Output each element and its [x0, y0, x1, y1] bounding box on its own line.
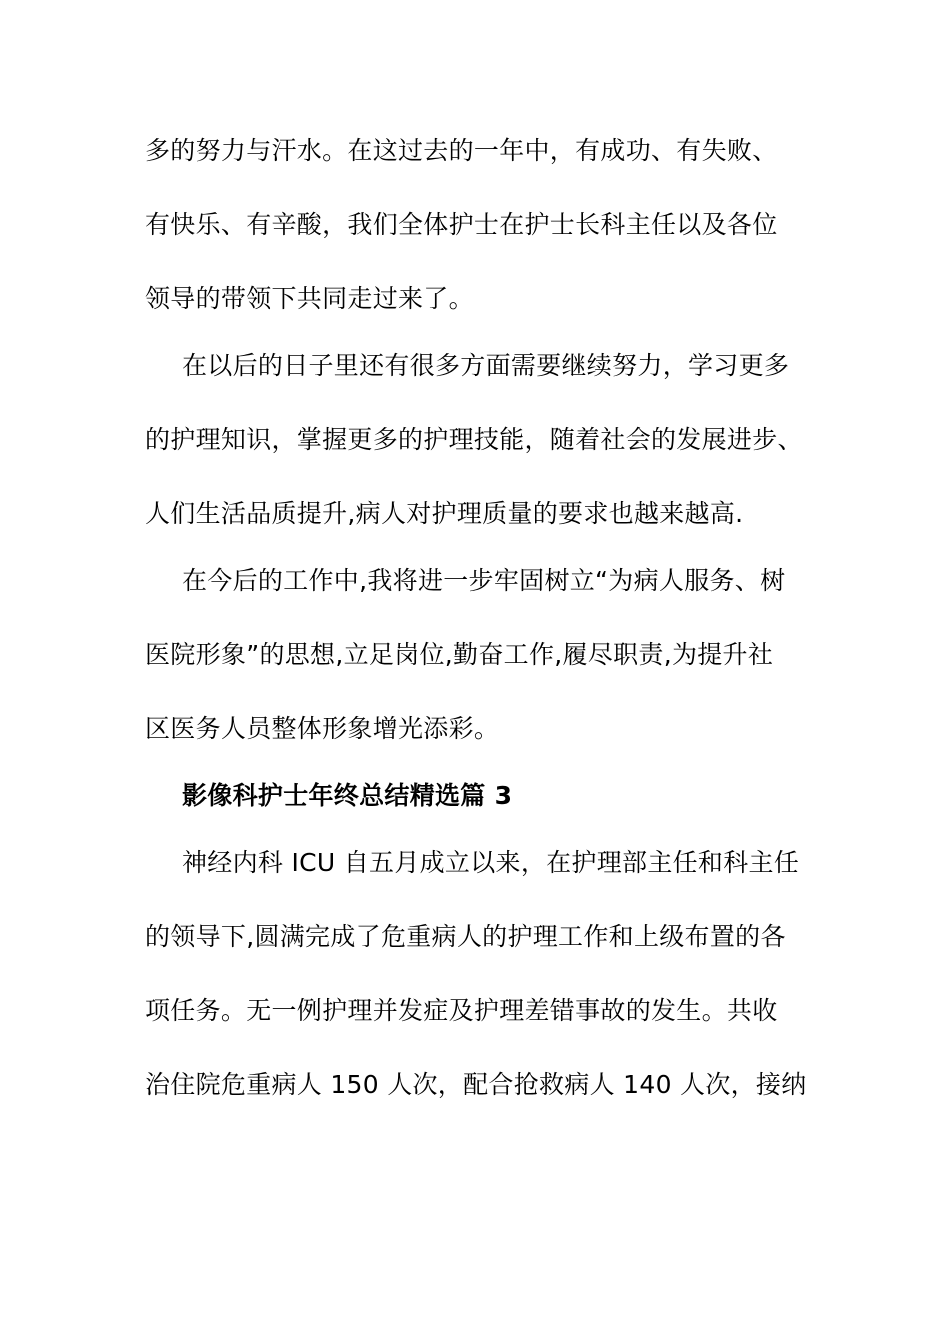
paragraph-3-line-2: 医院形象”的思想,立足岗位,勤奋工作,履尽职责,为提升社	[145, 640, 774, 669]
paragraph-2-line-2: 的护理知识，掌握更多的护理技能，随着社会的发展进步、	[145, 425, 803, 454]
paragraph-1-line-3: 领导的带领下共同走过来了。	[145, 284, 474, 313]
paragraph-4-line-4: 治住院危重病人 150 人次，配合抢救病人 140 人次，接纳	[145, 1070, 807, 1099]
paragraph-1-line-1: 多的努力与汗水。在这过去的一年中，有成功、有失败、	[145, 136, 778, 165]
paragraph-3-line-1: 在今后的工作中,我将进一步牢固树立“为病人服务、树	[182, 566, 786, 595]
section-heading: 影像科护士年终总结精选篇 3	[182, 781, 513, 810]
paragraph-3-line-3: 区医务人员整体形象增光添彩。	[145, 714, 500, 743]
paragraph-4-line-3: 项任务。无一例护理并发症及护理差错事故的发生。共收	[145, 996, 778, 1025]
paragraph-1-line-2: 有快乐、有辛酸，我们全体护士在护士长科主任以及各位	[145, 210, 778, 239]
paragraph-2-line-3: 人们生活品质提升,病人对护理质量的要求也越来越高.	[145, 499, 744, 528]
paragraph-4-line-2: 的领导下,圆满完成了危重病人的护理工作和上级布置的各	[145, 922, 786, 951]
paragraph-2-line-1: 在以后的日子里还有很多方面需要继续努力，学习更多	[182, 351, 790, 380]
paragraph-4-line-1: 神经内科 ICU 自五月成立以来，在护理部主任和科主任	[182, 848, 800, 877]
